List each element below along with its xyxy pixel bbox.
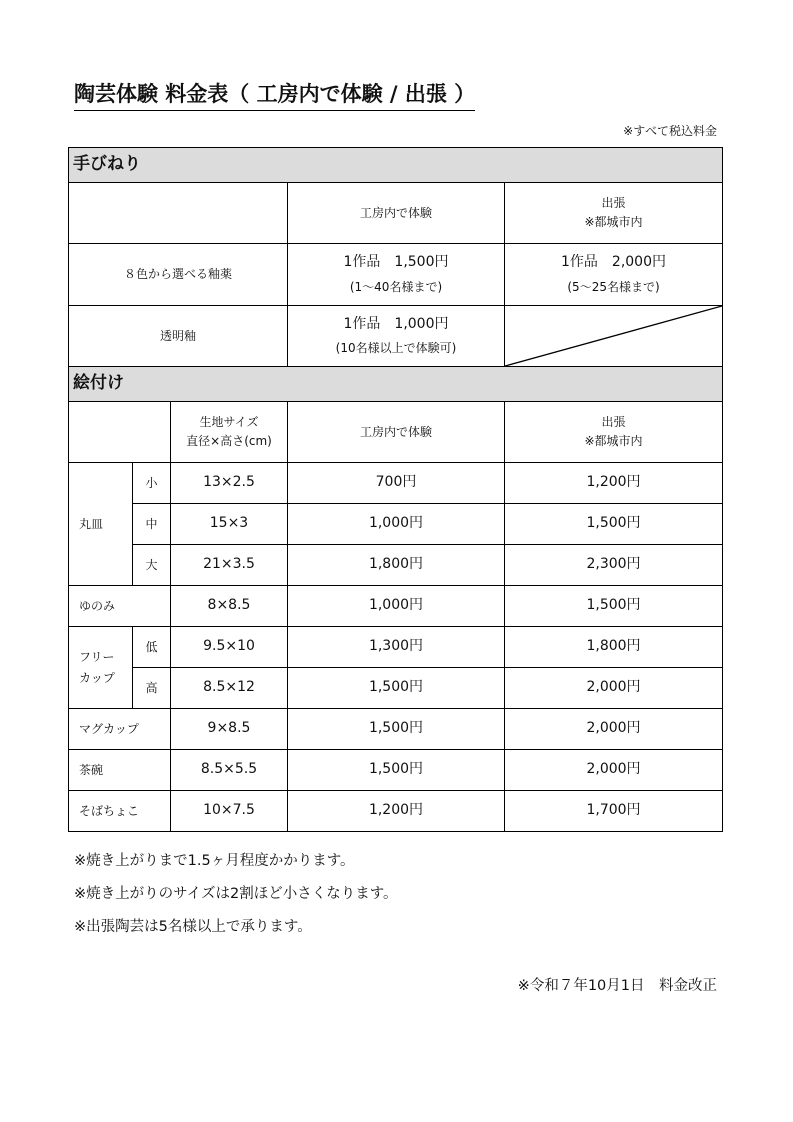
size-label: 低 (133, 627, 171, 668)
section-title-paint: 絵付け (69, 367, 723, 402)
trip-price: 1,700円 (505, 791, 723, 832)
studio-price: 1,300円 (288, 627, 505, 668)
note-item: ※焼き上がりのサイズは2割ほど小さくなります。 (74, 886, 398, 902)
paint-header-row (69, 402, 723, 463)
hand-item-name: 透明釉 (69, 306, 288, 367)
freecup-name-line1: フリー (79, 649, 115, 664)
trip-price: 1,500円 (505, 586, 723, 627)
tax-note: ※すべて税込料金 (623, 124, 717, 138)
revision-note: ※令和７年10月1日 料金改正 (517, 978, 717, 994)
hand-header-blank (69, 183, 288, 244)
note-item: ※焼き上がりまで1.5ヶ月程度かかります。 (74, 853, 355, 869)
hand-col-trip-sub: ※都城市内 (584, 215, 643, 229)
table-row (69, 504, 723, 545)
plate-name: 丸皿 (69, 463, 133, 586)
size-value: 9.5×10 (171, 627, 288, 668)
hand-col-studio: 工房内で体験 (288, 183, 505, 244)
table-row (69, 463, 723, 504)
size-label: 高 (133, 668, 171, 709)
studio-price: 1,000円 (288, 504, 505, 545)
hand-studio-price (288, 244, 505, 306)
studio-price: 700円 (288, 463, 505, 504)
hand-col-trip-label: 出張 (601, 196, 626, 210)
section-hand (69, 148, 723, 183)
studio-price: 1,500円 (288, 668, 505, 709)
price-note: (1～40名様まで) (349, 279, 443, 294)
paint-col-trip (505, 402, 723, 463)
price-note: (5～25名様まで) (567, 279, 660, 294)
studio-price: 1,200円 (288, 791, 505, 832)
table-row (69, 750, 723, 791)
hand-header-row (69, 183, 723, 244)
item-name: ゆのみ (69, 586, 171, 627)
paint-col-size-label: 生地サイズ (199, 415, 259, 429)
note-item: ※出張陶芸は5名様以上で承ります。 (74, 919, 312, 935)
table-row (69, 627, 723, 668)
paint-col-size (171, 402, 288, 463)
size-value: 8.5×12 (171, 668, 288, 709)
size-value: 8.5×5.5 (171, 750, 288, 791)
size-value: 10×7.5 (171, 791, 288, 832)
notes (74, 850, 398, 949)
hand-trip-price (505, 244, 723, 306)
trip-price: 1,200円 (505, 463, 723, 504)
hand-col-trip (505, 183, 723, 244)
trip-price: 1,800円 (505, 627, 723, 668)
table-row (69, 668, 723, 709)
trip-price: 2,300円 (505, 545, 723, 586)
section-paint (69, 367, 723, 402)
size-value: 9×8.5 (171, 709, 288, 750)
paint-col-studio: 工房内で体験 (288, 402, 505, 463)
diagonal-line (505, 306, 722, 366)
price-value: 1作品 1,500円 (343, 254, 449, 271)
trip-price: 2,000円 (505, 668, 723, 709)
size-value: 8×8.5 (171, 586, 288, 627)
price-value: 1作品 2,000円 (561, 254, 667, 271)
item-name: 茶碗 (69, 750, 171, 791)
item-name: そばちょこ (69, 791, 171, 832)
size-label: 大 (133, 545, 171, 586)
freecup-name-line2: カップ (79, 670, 115, 685)
table-row (69, 586, 723, 627)
paint-col-trip-sub: ※都城市内 (584, 434, 643, 448)
studio-price: 1,800円 (288, 545, 505, 586)
size-value: 13×2.5 (171, 463, 288, 504)
item-name: マグカップ (69, 709, 171, 750)
paint-col-trip-label: 出張 (601, 415, 626, 429)
price-note: (10名様以上で体験可) (335, 341, 457, 356)
studio-price: 1,500円 (288, 709, 505, 750)
table-row (69, 545, 723, 586)
table-row (69, 709, 723, 750)
hand-item-name: ８色から選べる釉薬 (69, 244, 288, 306)
trip-price: 2,000円 (505, 709, 723, 750)
studio-price: 1,000円 (288, 586, 505, 627)
price-value: 1作品 1,000円 (343, 315, 449, 332)
trip-price: 2,000円 (505, 750, 723, 791)
table-row (69, 306, 723, 367)
hand-studio-price (288, 306, 505, 367)
trip-price: 1,500円 (505, 504, 723, 545)
section-title-hand: 手びねり (69, 148, 723, 183)
size-label: 中 (133, 504, 171, 545)
not-available-cell (505, 306, 723, 367)
size-value: 21×3.5 (171, 545, 288, 586)
table-row (69, 244, 723, 306)
paint-header-blank (69, 402, 171, 463)
paint-col-size-sub: 直径×高さ(cm) (186, 434, 272, 448)
table-row (69, 791, 723, 832)
size-value: 15×3 (171, 504, 288, 545)
size-label: 小 (133, 463, 171, 504)
freecup-name (69, 627, 133, 709)
page-title: 陶芸体験 料金表（ 工房内で体験 / 出張 ） (74, 78, 475, 111)
price-table (68, 147, 723, 832)
studio-price: 1,500円 (288, 750, 505, 791)
